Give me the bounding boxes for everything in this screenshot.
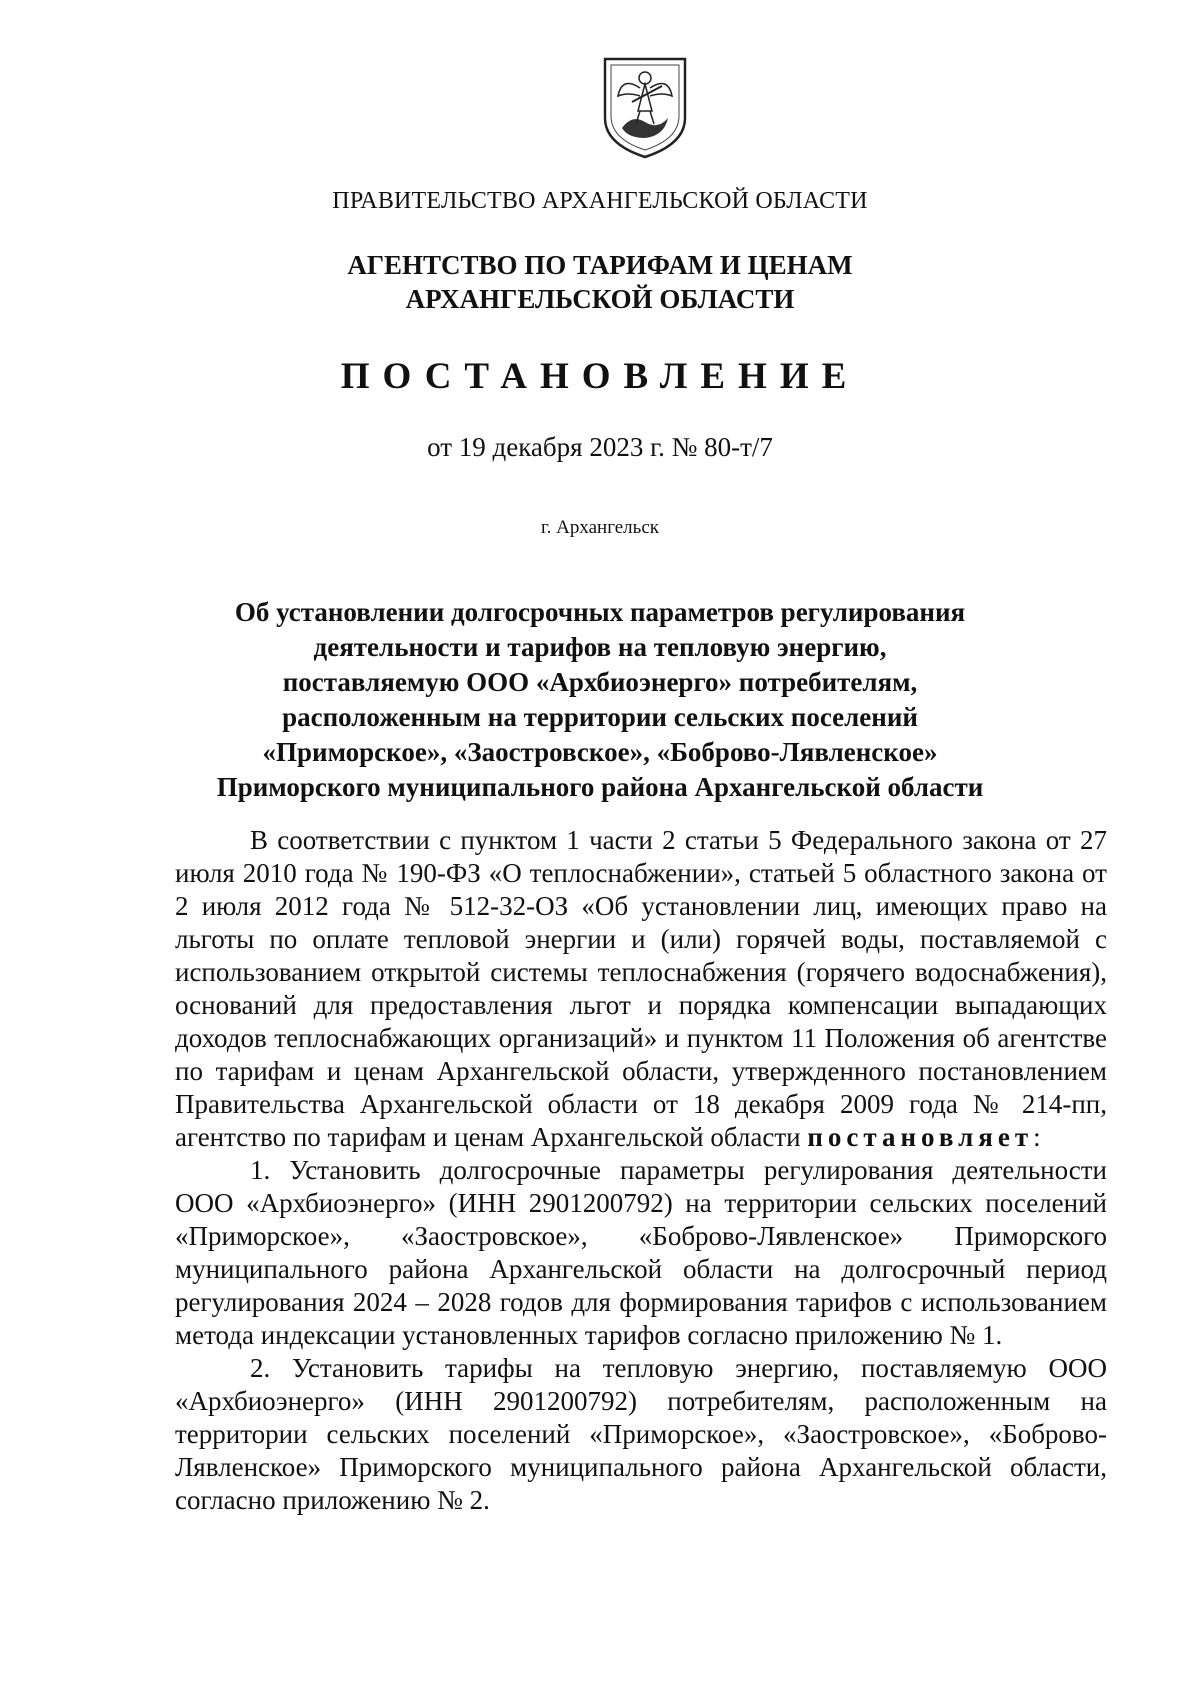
document-type: ПОСТАНОВЛЕНИЕ bbox=[340, 356, 860, 397]
agency-title bbox=[0, 248, 1200, 316]
subject-line: Приморского муниципального района Архангельской области bbox=[216, 772, 984, 802]
subject-line: Об установлении долгосрочных параметров регулирования bbox=[234, 597, 966, 627]
decree-word: постановляет bbox=[807, 1122, 1034, 1152]
item-2-paragraph: 2. Установить тарифы на тепловую энергию, поставляемую ООО «Архбиоэнерго» (ИНН 2901200792) потребителям, расположенным на территории сельских поселений «Приморское», «Заостровское», «Боброво-Лявленское» Приморского муниципального района Архангельской области, согласно приложению № 2. bbox=[175, 1353, 1107, 1515]
document-city: г. Архангельск bbox=[540, 517, 659, 538]
agency-title-line-1: АГЕНТСТВО ПО ТАРИФАМ И ЦЕНАМ bbox=[347, 250, 853, 280]
decree-colon: : bbox=[1033, 1122, 1041, 1152]
document-date-number: от 19 декабря 2023 г. № 80-т/7 bbox=[427, 432, 773, 462]
government-title: ПРАВИТЕЛЬСТВО АРХАНГЕЛЬСКОЙ ОБЛАСТИ bbox=[332, 188, 868, 214]
item-1-paragraph: 1. Установить долгосрочные параметры регулирования деятельности ООО «Архбиоэнерго» (ИНН 2901200792) на территории сельских поселений «Приморское», «Заостровское», «Боброво-Лявленское» Приморского муниципального района Архангельской области на долгосрочный период регулирования 2024 – 2028 годов для формирования тарифов с использованием метода индексации установленных тарифов согласно приложению № 1. bbox=[175, 1155, 1107, 1350]
coat-of-arms-icon bbox=[602, 56, 688, 160]
subject-line: «Приморское», «Заостровское», «Боброво-Лявленское» bbox=[262, 737, 938, 767]
preamble-text: В соответствии с пунктом 1 части 2 статьи 5 Федерального закона от 27 июля 2010 года № 190-ФЗ «О теплоснабжении», статьей 5 областного закона от 2 июля 2012 года № 512-32-ОЗ «Об установлении лиц, имеющих право на льготы по оплате тепловой энергии и (или) горячей воды, поставляемой с использованием открытой системы теплоснабжения (горячего водоснабжения), оснований для предоставления льгот и порядка компенсации выпадающих доходов теплоснабжающих организаций» и пунктом 11 Положения об агентстве по тарифам и ценам Архангельской области, утвержденного постановлением Правительства Архангельской области от 18 декабря 2009 года № 214-пп, агентство по тарифам и ценам Архангельской области bbox=[175, 825, 1107, 1152]
document-subject bbox=[0, 595, 1200, 805]
subject-line: поставляемую ООО «Архбиоэнерго» потребителям, bbox=[282, 667, 918, 697]
preamble-paragraph bbox=[175, 824, 1107, 1154]
agency-title-line-2: АРХАНГЕЛЬСКОЙ ОБЛАСТИ bbox=[405, 284, 795, 314]
document-body bbox=[175, 824, 1107, 1517]
subject-line: деятельности и тарифов на тепловую энергию, bbox=[313, 632, 887, 662]
subject-line: расположенным на территории сельских поселений bbox=[282, 702, 918, 732]
